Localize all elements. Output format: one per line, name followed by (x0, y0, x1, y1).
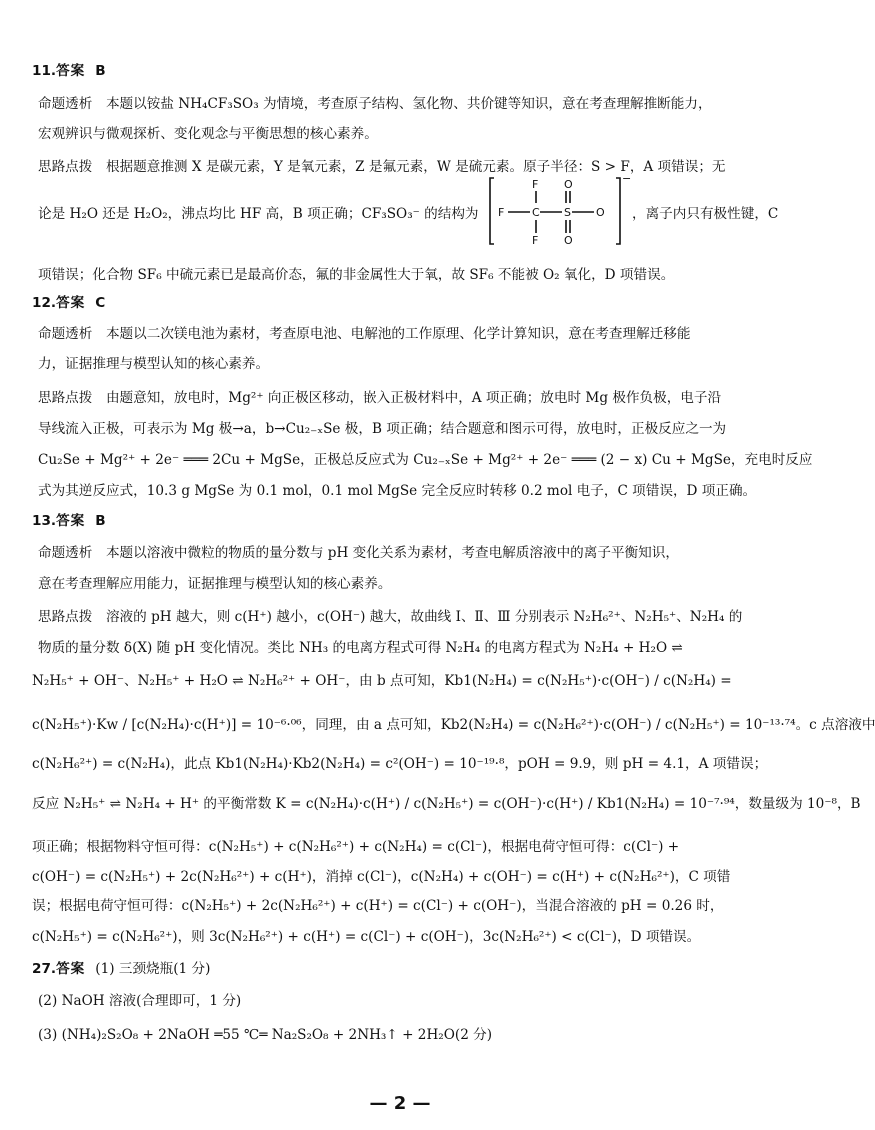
atom-s: S (564, 206, 571, 219)
q11-line-5: 项错误；化合物 SF₆ 中硫元素已是最高价态，氟的非金属性大于氧，故 SF₆ 不能被 O₂ 氧化，D 项错误。 (38, 267, 675, 283)
q13-line-6: c(N₂H₅⁺)·Kw / [c(N₂H₄)·c(H⁺)] = 10⁻⁶·⁰⁶，同理，由 a 点可知，Kb2(N₂H₄) = c(N₂H₆²⁺)·c(OH⁻) / c(N₂H₅⁺) = 10⁻¹³·⁷⁴。c 点溶液中 (32, 717, 875, 733)
atom-o-right: O (596, 206, 605, 219)
q12-header (32, 294, 782, 312)
q27-part-3: (3) (NH₄)₂S₂O₈ + 2NaOH ═55 ℃═ Na₂S₂O₈ + 2NH₃↑ + 2H₂O(2 分) (38, 1027, 493, 1043)
q27-number: 27. (32, 961, 57, 977)
q11-line-4-tail: ，离子内只有极性键，C (632, 206, 779, 222)
q11-number: 11. (32, 63, 57, 79)
q13-line-3: 思路点拨 溶液的 pH 越大，则 c(H⁺) 越小，c(OH⁻) 越大，故曲线 Ⅰ、Ⅱ、Ⅲ 分别表示 N₂H₆²⁺、N₂H₅⁺、N₂H₄ 的 (38, 609, 743, 625)
q11-answer-label: 答案 (56, 63, 86, 79)
q12-line-4: 导线流入正极，可表示为 Mg 极→a，b→Cu₂₋ₓSe 极，B 项正确；结合题意和图示可得，放电时，正极反应之一为 (38, 421, 727, 437)
q27-answer-label: 答案 (56, 961, 86, 977)
atom-f-bottom: F (532, 234, 539, 247)
q12-line-5: Cu₂Se + Mg²⁺ + 2e⁻ ═══ 2Cu + MgSe，正极总反应式为 Cu₂₋ₓSe + Mg²⁺ + 2e⁻ ═══ (2 − x) Cu + MgSe，充电时反应 (38, 452, 813, 468)
q13-line-11: 误；根据电荷守恒可得：c(N₂H₅⁺) + 2c(N₂H₆²⁺) + c(H⁺) = c(Cl⁻) + c(OH⁻)，当混合溶液的 pH = 0.26 时， (32, 898, 724, 914)
atom-o-top: O (564, 178, 573, 191)
q11-line-4: 论是 H₂O 还是 H₂O₂，沸点均比 HF 高，B 项正确；CF₃SO₃⁻ 的结构为 (38, 206, 479, 222)
atom-c: C (532, 206, 540, 219)
cf3so3-structure-diagram (488, 172, 632, 250)
q13-line-8: 反应 N₂H₅⁺ ⇌ N₂H₄ + H⁺ 的平衡常数 K = c(N₂H₄)·c(H⁺) / c(N₂H₅⁺) = c(OH⁻)·c(H⁺) / Kb1(N₂H₄) = 10⁻⁷·⁹⁴，数量级为 10⁻⁸，B (32, 796, 861, 812)
q13-number: 13. (32, 513, 57, 529)
q12-answer: C (95, 295, 106, 311)
structure-charge: − (622, 172, 632, 185)
q12-line-1: 命题透析 本题以二次镁电池为素材，考查原电池、电解池的工作原理、化学计算知识，意在考查理解迁移能 (38, 326, 691, 342)
q13-answer: B (95, 513, 106, 529)
q27-header (32, 960, 782, 978)
q13-line-10: c(OH⁻) = c(N₂H₅⁺) + 2c(N₂H₆²⁺) + c(H⁺)，消掉 c(Cl⁻)，c(N₂H₄) + c(OH⁻) = c(H⁺) + c(N₂H₆²⁺)，C 项错 (32, 869, 731, 885)
q27-part-2: (2) NaOH 溶液(合理即可，1 分) (38, 993, 242, 1009)
q11-line-2: 宏观辨识与微观探析、变化观念与平衡思想的核心素养。 (38, 126, 378, 142)
q13-line-1: 命题透析 本题以溶液中微粒的物质的量分数与 pH 变化关系为素材，考查电解质溶液中的离子平衡知识， (38, 545, 679, 561)
q11-line-1: 命题透析 本题以铵盐 NH₄CF₃SO₃ 为情境，考查原子结构、氢化物、共价键等知识，意在考查理解推断能力， (38, 96, 712, 112)
q11-answer: B (95, 63, 106, 79)
q11-line-3: 思路点拨 根据题意推测 X 是碳元素，Y 是氧元素，Z 是氟元素，W 是硫元素。原子半径：S > F，A 项错误；无 (38, 159, 726, 175)
q13-line-4: 物质的量分数 δ(X) 随 pH 变化情况。类比 NH₃ 的电离方程式可得 N₂H₄ 的电离方程式为 N₂H₄ + H₂O ⇌ (38, 640, 683, 656)
q12-number: 12. (32, 295, 57, 311)
q12-line-6: 式为其逆反应式，10.3 g MgSe 为 0.1 mol，0.1 mol MgSe 完全反应时转移 0.2 mol 电子，C 项错误，D 项正确。 (38, 483, 757, 499)
q13-line-5: N₂H₅⁺ + OH⁻、N₂H₅⁺ + H₂O ⇌ N₂H₆²⁺ + OH⁻，由 b 点可知，Kb1(N₂H₄) = c(N₂H₅⁺)·c(OH⁻) / c(N₂H₄) = (32, 673, 732, 689)
page-number: — 2 — (369, 1093, 431, 1114)
q11-header (32, 62, 782, 80)
q13-answer-label: 答案 (56, 513, 86, 529)
atom-o-bottom: O (564, 234, 573, 247)
left-bracket (490, 178, 494, 244)
q13-line-12: c(N₂H₅⁺) = c(N₂H₆²⁺)，则 3c(N₂H₆²⁺) + c(H⁺) = c(Cl⁻) + c(OH⁻)，3c(N₂H₆²⁺) < c(Cl⁻)，D 项错误。 (32, 929, 701, 945)
q12-line-3: 思路点拨 由题意知，放电时，Mg²⁺ 向正极区移动，嵌入正极材料中，A 项正确；放电时 Mg 极作负极，电子沿 (38, 390, 722, 406)
q13-line-2: 意在考查理解应用能力，证据推理与模型认知的核心素养。 (38, 576, 392, 592)
q27-part-1: (1) 三颈烧瓶(1 分) (95, 961, 211, 977)
q13-line-9: 项正确；根据物料守恒可得：c(N₂H₅⁺) + c(N₂H₆²⁺) + c(N₂H₄) = c(Cl⁻)，根据电荷守恒可得：c(Cl⁻) + (32, 839, 680, 855)
q12-line-2: 力，证据推理与模型认知的核心素养。 (38, 356, 270, 372)
right-bracket (616, 178, 620, 244)
q12-answer-label: 答案 (56, 295, 86, 311)
atom-f-top: F (532, 178, 539, 191)
atom-f-left: F (498, 206, 505, 219)
q13-line-7: c(N₂H₆²⁺) = c(N₂H₄)，此点 Kb1(N₂H₄)·Kb2(N₂H₄) = c²(OH⁻) = 10⁻¹⁹·⁸，pOH = 9.9，则 pH = 4.1，A 项错误； (32, 756, 768, 772)
q13-header (32, 512, 782, 530)
